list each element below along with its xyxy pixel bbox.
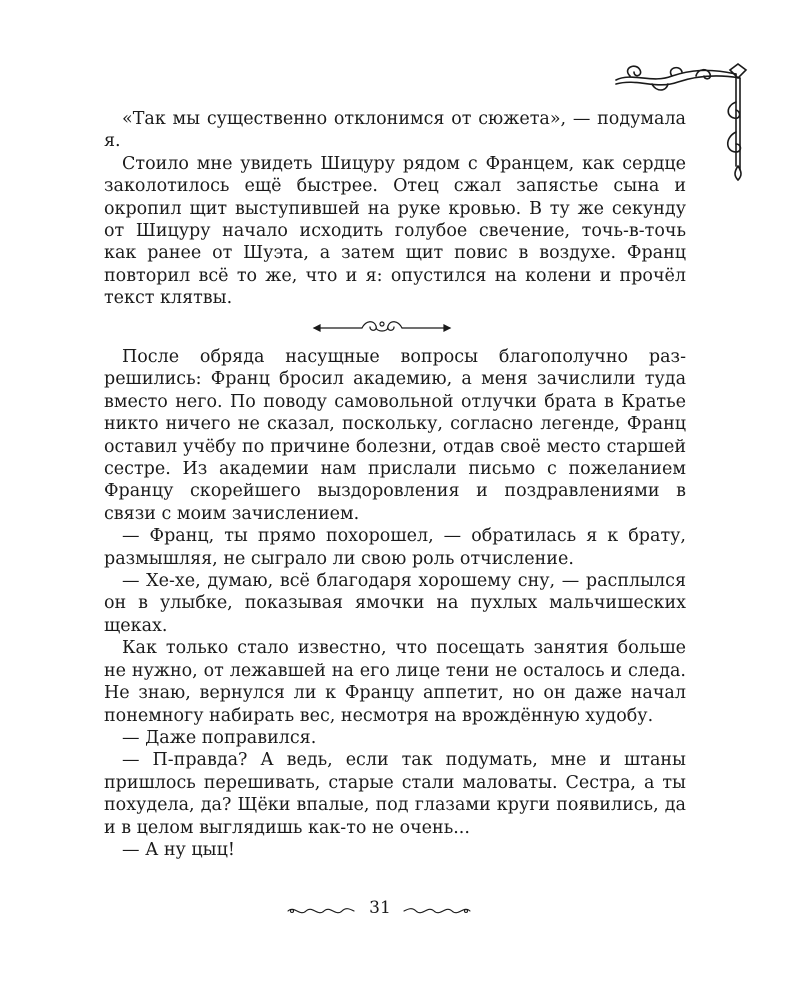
paragraph: — Хе-хе, думаю, всё благодаря хорошему сну, — расплылся он в улыбке, показывая ямочки на пухлых мальчишеских щеках. (104, 571, 686, 636)
paragraph: «Так мы существенно отклонимся от сюжета», — подумала я. (104, 109, 686, 152)
paragraph: Как только стало известно, что посещать занятия больше не нужно, от лежавшей на его лице тени не осталось и следа. Не знаю, вернулся ли к Францу аппетит, но он даже начал понемногу набирать вес, несмотря на врождённую худобу. (104, 638, 686, 726)
footer-flourish-icon (286, 904, 356, 918)
paragraph: — А ну цыц! (122, 839, 235, 860)
paragraph: После обряда насущные вопросы благополучно разрешились: Франц бросил академию, а меня зачислили туда вместо него. По поводу самовольной отлучки брата в Кратье никто ничего не сказал, поскольку, согласно легенде, Франц оставил учёбу по причине болезни, отдав своё место старшей сестре. Из академии нам прислали письмо с пожеланием Францу скорейшего выздоровления и поздравлениями в связи с моим зачислением. (104, 347, 686, 524)
text-section-1 (104, 108, 686, 310)
paragraph: Стоило мне увидеть Шицуру рядом с Францем, как сердце заколотилось ещё быстрее. Отец сжал запястье сына и окропил щит выступившей на руке кровью. В ту же секунду от Шицуру начало исходить голубое свечение, точь-в-точь как ранее от Шуэта, а затем щит повис в воздухе. Франц повторил всё то же, что и я: опустился на колени и прочёл текст клятвы. (104, 153, 686, 309)
divider-flourish-icon (312, 318, 452, 338)
footer-flourish-icon (402, 904, 472, 918)
paragraph: — П-правда? А ведь, если так подумать, мне и штаны пришлось перешивать, старые стали маловаты. Сестра, а ты похудела, да? Щёки впалые, под глазами круги появились, да и в целом выглядишь как-то не очень... (104, 750, 686, 838)
page-number: 31 (369, 898, 391, 918)
paragraph: — Даже поправился. (122, 727, 317, 748)
paragraph: — Франц, ты прямо похорошел, — обратилась я к брату, размышляя, не сыграло ли свою роль отчисление. (104, 526, 686, 569)
page-footer (0, 896, 800, 924)
text-section-2 (104, 346, 686, 861)
